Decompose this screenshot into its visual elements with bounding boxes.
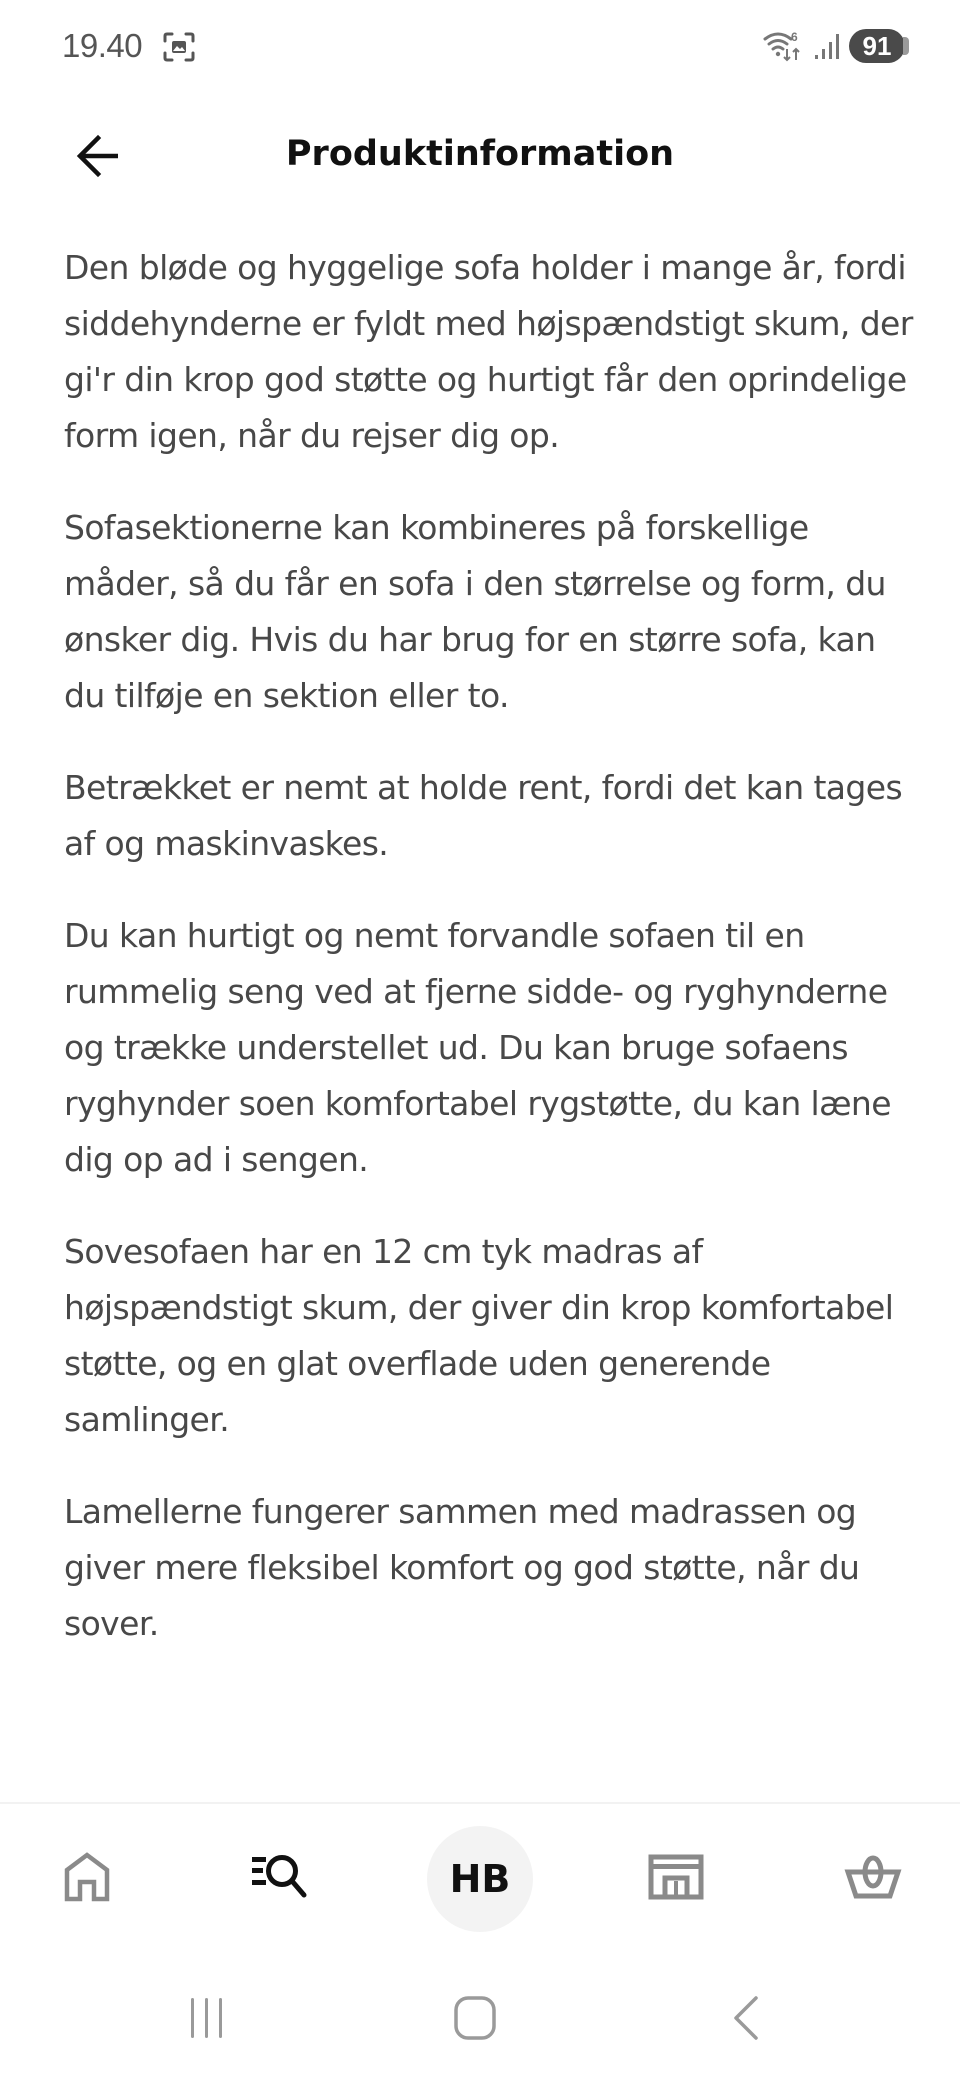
description-paragraph: Betrækket er nemt at holde rent, fordi det kan tages af og maskinvaskes. xyxy=(64,768,903,863)
description-paragraph: Sofasektionerne kan kombineres på forskellige måder, så du får en sofa i den størrelse og form, du ønsker dig. Hvis du har brug for en større sofa, kan du tilføje en sektion eller to. xyxy=(64,508,886,715)
home-pill-icon xyxy=(453,1995,497,2045)
nav-basket[interactable] xyxy=(818,1824,928,1934)
system-navigation-bar xyxy=(0,1960,960,2080)
header xyxy=(0,110,960,206)
nav-store[interactable] xyxy=(621,1824,731,1934)
system-home-button[interactable] xyxy=(435,1990,515,2050)
product-info-content xyxy=(64,240,920,1688)
bottom-navigation xyxy=(0,1802,960,1942)
avatar xyxy=(427,1826,533,1932)
description-paragraph: Den bløde og hyggelige sofa holder i mange år, fordi siddehynderne er fyldt med højspændstigt skum, der gi'r din krop god støtte og hurtigt får den oprindelige form igen, når du rejser dig op. xyxy=(64,248,913,455)
cellular-signal-icon xyxy=(813,31,843,61)
page-title: Produktinformation xyxy=(285,134,675,174)
battery-badge: 91 xyxy=(849,29,905,63)
status-bar xyxy=(0,0,960,96)
store-icon xyxy=(648,1854,704,1904)
description-paragraph: Du kan hurtigt og nemt forvandle sofaen til en rummelig seng ved at fjerne sidde- og ryghynderne og trække understellet ud. Du kan bruge sofaens ryghynder soen komfortabel rygstøtte, du kan læne dig op ad i sengen. xyxy=(64,916,891,1179)
screenshot-icon xyxy=(162,31,196,63)
description-paragraph: Sovesofaen har en 12 cm tyk madras af højspændstigt skum, der giver din krop komfortabel støtte, og en glat overflade uden generende samlinger. xyxy=(64,1232,894,1439)
search-list-icon xyxy=(250,1853,316,1905)
nav-search[interactable] xyxy=(228,1824,338,1934)
chevron-left-icon xyxy=(730,1995,760,2045)
svg-text:6: 6 xyxy=(791,30,798,44)
basket-icon xyxy=(844,1854,902,1904)
home-icon xyxy=(63,1852,111,1906)
status-time: 19.40 xyxy=(62,27,143,64)
wifi-6-icon xyxy=(763,29,807,63)
recents-button[interactable] xyxy=(167,1990,247,2050)
avatar-initials: HB xyxy=(449,1857,511,1901)
nav-profile[interactable] xyxy=(425,1824,535,1934)
nav-home[interactable] xyxy=(32,1824,142,1934)
system-back-button[interactable] xyxy=(705,1990,785,2050)
recents-icon xyxy=(187,1996,227,2044)
status-right-group xyxy=(763,28,905,64)
description-paragraph: Lamellerne fungerer sammen med madrassen og giver mere fleksibel komfort og god støtte, når du sover. xyxy=(64,1492,860,1643)
